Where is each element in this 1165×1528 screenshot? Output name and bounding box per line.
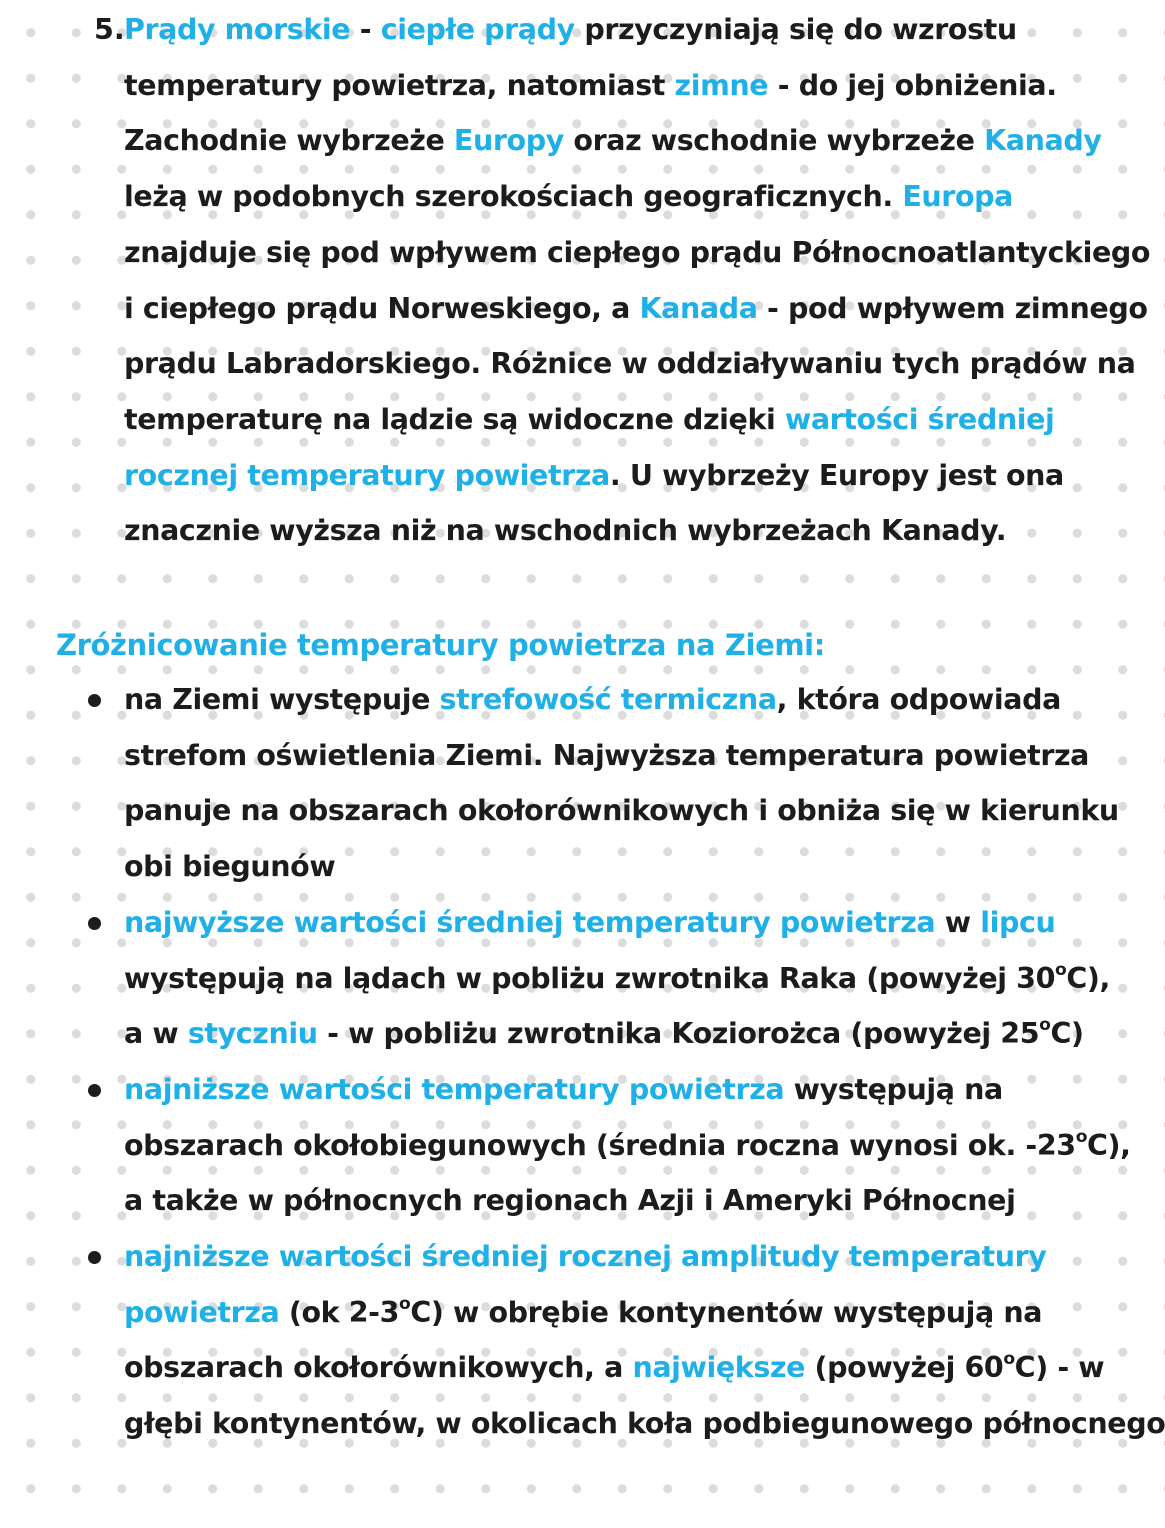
text-segment: leżą w podobnych szerokościach geograficznych. — [124, 180, 903, 214]
highlighted-term: Europy — [453, 124, 564, 158]
text-line — [124, 903, 1055, 943]
text-segment: a w — [124, 1017, 188, 1051]
text-segment: na Ziemi występuje — [124, 683, 440, 716]
bullet-dot — [88, 917, 101, 930]
highlighted-term: styczniu — [187, 1017, 318, 1051]
degree-sign: o — [1075, 1126, 1088, 1147]
text-line — [124, 400, 1054, 440]
text-segment: oraz wschodnie wybrzeże — [563, 124, 985, 158]
highlighted-term: zimne — [674, 68, 769, 102]
text-line — [124, 10, 1017, 50]
text-segment: strefom oświetlenia Ziemi. Najwyższa temperatura powietrza — [124, 738, 1090, 772]
highlighted-term: wartości średniej — [784, 402, 1055, 436]
text-line — [124, 344, 1135, 384]
text-segment: C) — [1050, 1017, 1084, 1051]
text-line — [124, 233, 1150, 273]
text-segment: , która odpowiada — [776, 683, 1061, 716]
highlighted-term: lipcu — [980, 905, 1056, 939]
highlighted-term: Europa — [902, 180, 1013, 214]
text-line — [124, 1348, 1104, 1388]
text-segment: C), — [1087, 1128, 1131, 1162]
text-segment: temperaturę na lądzie są widoczne dzięki — [124, 402, 785, 436]
text-segment: - do jej obniżenia. — [768, 68, 1057, 102]
text-segment: . U wybrzeży Europy jest ona — [609, 458, 1064, 492]
text-segment: w — [935, 905, 981, 939]
text-segment: znajduje się pod wpływem ciepłego prądu Północnoatlantyckiego — [124, 235, 1151, 269]
text-segment: występują na lądach w pobliżu zwrotnika Raka (powyżej 30 — [124, 961, 1056, 995]
highlighted-term: najniższe wartości średniej rocznej amplitudy temperatury — [124, 1240, 1047, 1273]
bullet-dot — [88, 694, 101, 707]
text-segment: obszarach okołobiegunowych (średnia roczna wynosi ok. -23 — [124, 1128, 1076, 1162]
text-line — [124, 66, 1057, 106]
degree-sign: o — [1003, 1349, 1015, 1370]
text-segment: obszarach okołorównikowych, a — [124, 1351, 633, 1385]
text-line — [124, 736, 1089, 776]
text-line — [124, 1181, 1015, 1221]
text-line — [124, 1070, 1003, 1110]
text-segment: (powyżej 60 — [805, 1351, 1004, 1385]
text-segment: występują na — [784, 1072, 1003, 1106]
text-line — [124, 1404, 1165, 1444]
text-segment: Zachodnie wybrzeże — [124, 124, 454, 158]
text-line — [124, 959, 1110, 999]
text-segment: obi biegunów — [124, 850, 336, 884]
bullet-dot — [88, 1084, 101, 1097]
degree-sign: o — [399, 1293, 411, 1314]
highlighted-term: Kanady — [984, 124, 1102, 158]
highlighted-term: najwyższe wartości średniej temperatury powietrza — [124, 905, 936, 939]
section-number: 5. — [94, 13, 125, 46]
highlighted-term: rocznej temperatury powietrza — [124, 458, 610, 492]
text-segment: - — [350, 13, 381, 46]
highlighted-term: Prądy morskie — [124, 13, 351, 46]
bullet-dot — [88, 1251, 101, 1264]
text-segment: znacznie wyższa niż na wschodnich wybrzeżach Kanady. — [124, 514, 1007, 548]
highlighted-term: strefowość termiczna — [439, 683, 777, 716]
text-segment: panuje na obszarach okołorównikowych i obniża się w kierunku — [124, 794, 1119, 828]
text-line — [124, 680, 1061, 720]
text-segment: - w pobliżu zwrotnika Koziorożca (powyżej 25 — [317, 1017, 1040, 1051]
text-line — [124, 456, 1064, 496]
text-segment: prądu Labradorskiego. Różnice w oddziaływaniu tych prądów na — [124, 347, 1136, 381]
highlighted-term: najniższe wartości temperatury powietrza — [124, 1072, 785, 1106]
text-segment: - pod wpływem zimnego — [757, 291, 1148, 325]
text-segment: a także w północnych regionach Azji i Ameryki Północnej — [124, 1184, 1016, 1218]
highlighted-term: powietrza — [124, 1295, 280, 1329]
degree-sign: o — [1039, 1015, 1051, 1036]
text-line — [124, 1014, 1084, 1054]
text-segment: C) - w — [1014, 1351, 1105, 1385]
text-segment: (ok 2-3 — [279, 1295, 400, 1329]
text-segment: C), — [1066, 961, 1110, 995]
text-segment: C) w obrębie kontynentów występują na — [410, 1295, 1043, 1329]
text-line — [124, 847, 335, 887]
text-segment: przyczyniają się do wzrostu — [574, 13, 1017, 46]
highlighted-term: ciepłe prądy — [380, 13, 575, 46]
text-line — [124, 177, 1013, 217]
section-heading: Zróżnicowanie temperatury powietrza na Ziemi: — [56, 628, 825, 662]
text-line — [124, 511, 1006, 551]
text-line — [124, 1237, 1046, 1277]
text-line — [124, 791, 1119, 831]
text-line — [124, 121, 1102, 161]
text-segment: głębi kontynentów, w okolicach koła podbiegunowego północnego — [124, 1407, 1165, 1441]
text-line — [124, 1126, 1131, 1166]
text-segment: i ciepłego prądu Norweskiego, a — [124, 291, 640, 325]
text-line — [124, 289, 1148, 329]
text-line — [124, 1293, 1042, 1333]
highlighted-term: Kanada — [639, 291, 758, 325]
degree-sign: o — [1055, 959, 1067, 980]
highlighted-term: największe — [632, 1351, 806, 1385]
text-segment: temperatury powietrza, natomiast — [124, 68, 675, 102]
